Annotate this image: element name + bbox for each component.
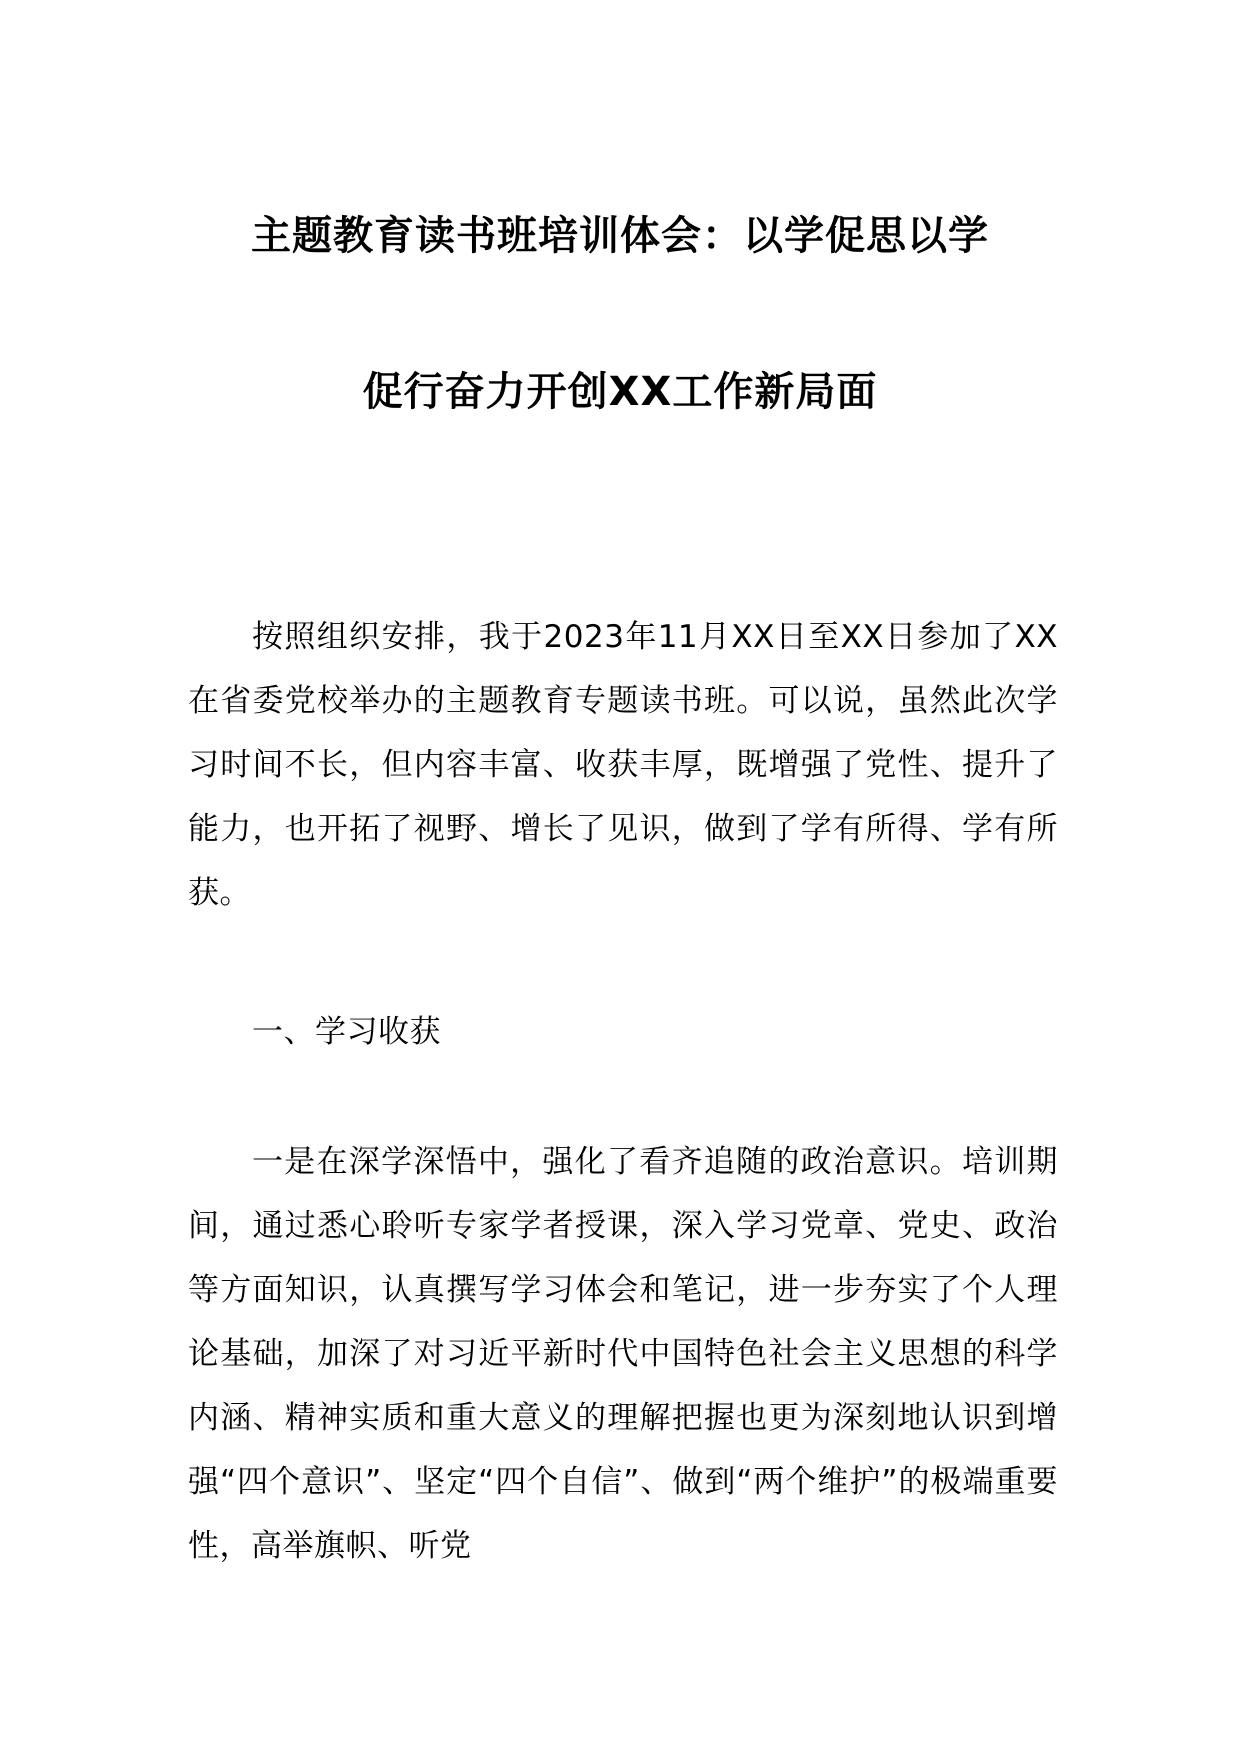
document-title-line-2: 促行奋力开创XX工作新局面 (362, 369, 878, 415)
intro-paragraph: 按照组织安排，我于2023年11月XX日至XX日参加了XX在省委党校举办的主题教育专题读书班。可以说，虽然此次学习时间不长，但内容丰富、收获丰厚，既增强了党性、提升了能力，也开拓了视野、增长了见识，做到了学有所得、学有所获。 (188, 619, 1058, 911)
section-heading: 一、学习收获 (252, 1014, 441, 1050)
point-one-paragraph: 一是在深学深悟中，强化了看齐追随的政治意识。培训期间，通过悉心聆听专家学者授课，深入学习党章、党史、政治等方面知识，认真撰写学习体会和笔记，进一步夯实了个人理论基础，加深了对习近平新时代中国特色社会主义思想的科学内涵、精神实质和重大意义的理解把握也更为深刻地认识到增强“四个意识”、坚定“四个自信”、做到“两个维护”的极端重要性，高举旗帜、听党 (188, 1144, 1058, 1564)
document-title-line-1: 主题教育读书班培训体会：以学促思以学 (251, 213, 989, 259)
